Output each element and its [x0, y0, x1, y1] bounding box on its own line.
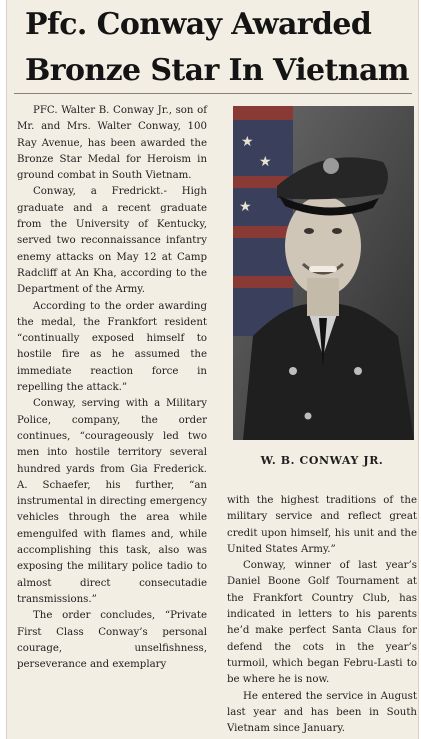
article-column-left	[17, 103, 207, 673]
flag-background	[233, 106, 293, 336]
svg-text:★: ★	[241, 134, 254, 150]
paragraph-8: He entered the service in August last year and has been in South Vietnam since January.	[227, 690, 417, 735]
headline-line-1: Pfc. Conway Awarded	[25, 7, 372, 42]
svg-text:★: ★	[239, 199, 252, 215]
paragraph-2: Conway, a Fredrickt.- High graduate and a recent graduate from the University of Kentucky, served two reconnaissance infantry enemy attacks on May 12 at Camp Radcliff at An Kha, according to the Department of the Army.	[17, 186, 207, 296]
paragraph-3: According to the order awarding the medal, the Frankfort resident “continually exposed himself to hostile fire as he assumed the immediate reaction force in repelling the attack.”	[17, 300, 207, 394]
article-column-right	[227, 493, 417, 737]
photo-caption: W. B. CONWAY JR.	[260, 454, 384, 467]
paragraph-1: PFC. Walter B. Conway Jr., son of Mr. and Mrs. Walter Conway, 100 Ray Avenue, has been awarded the Bronze Star Medal for Heroism in ground combat in South Vietnam.	[17, 105, 207, 182]
headline	[25, 2, 417, 94]
portrait-image	[233, 106, 414, 440]
paragraph-4: Conway, serving with a Military Police, company, the order continues, “courageously led two men into hostile territory several hundred yards from Gia Frederick. A. Schaefer, his further, “an instrumental in directing emergency vehicles through the area while emengulfed with flames and, while accomplishing this task, also was exposing the military police tadio to almost direct consecutadie transmissions.”	[17, 398, 207, 605]
paragraph-7: Conway, winner of last year’s Daniel Boone Golf Tournament at the Frankfort Country Club, has indicated in letters to his parents he’d make perfect Santa Claus for defend the cots in the year’s turmoil, which began Febru-Lasti to be where he is now.	[227, 560, 417, 686]
headline-rule	[14, 93, 412, 94]
headline-line-2: Bronze Star In Vietnam	[25, 53, 409, 88]
paragraph-5: The order concludes, “Private First Class Conway’s personal courage, unselfishness, perseverance and exemplary	[17, 610, 207, 671]
svg-text:★: ★	[259, 154, 272, 170]
paragraph-6: with the highest traditions of the military service and reflect great credit upon himself, his unit and the United States Army.”	[227, 495, 417, 555]
soldier-portrait-photo	[233, 106, 414, 440]
